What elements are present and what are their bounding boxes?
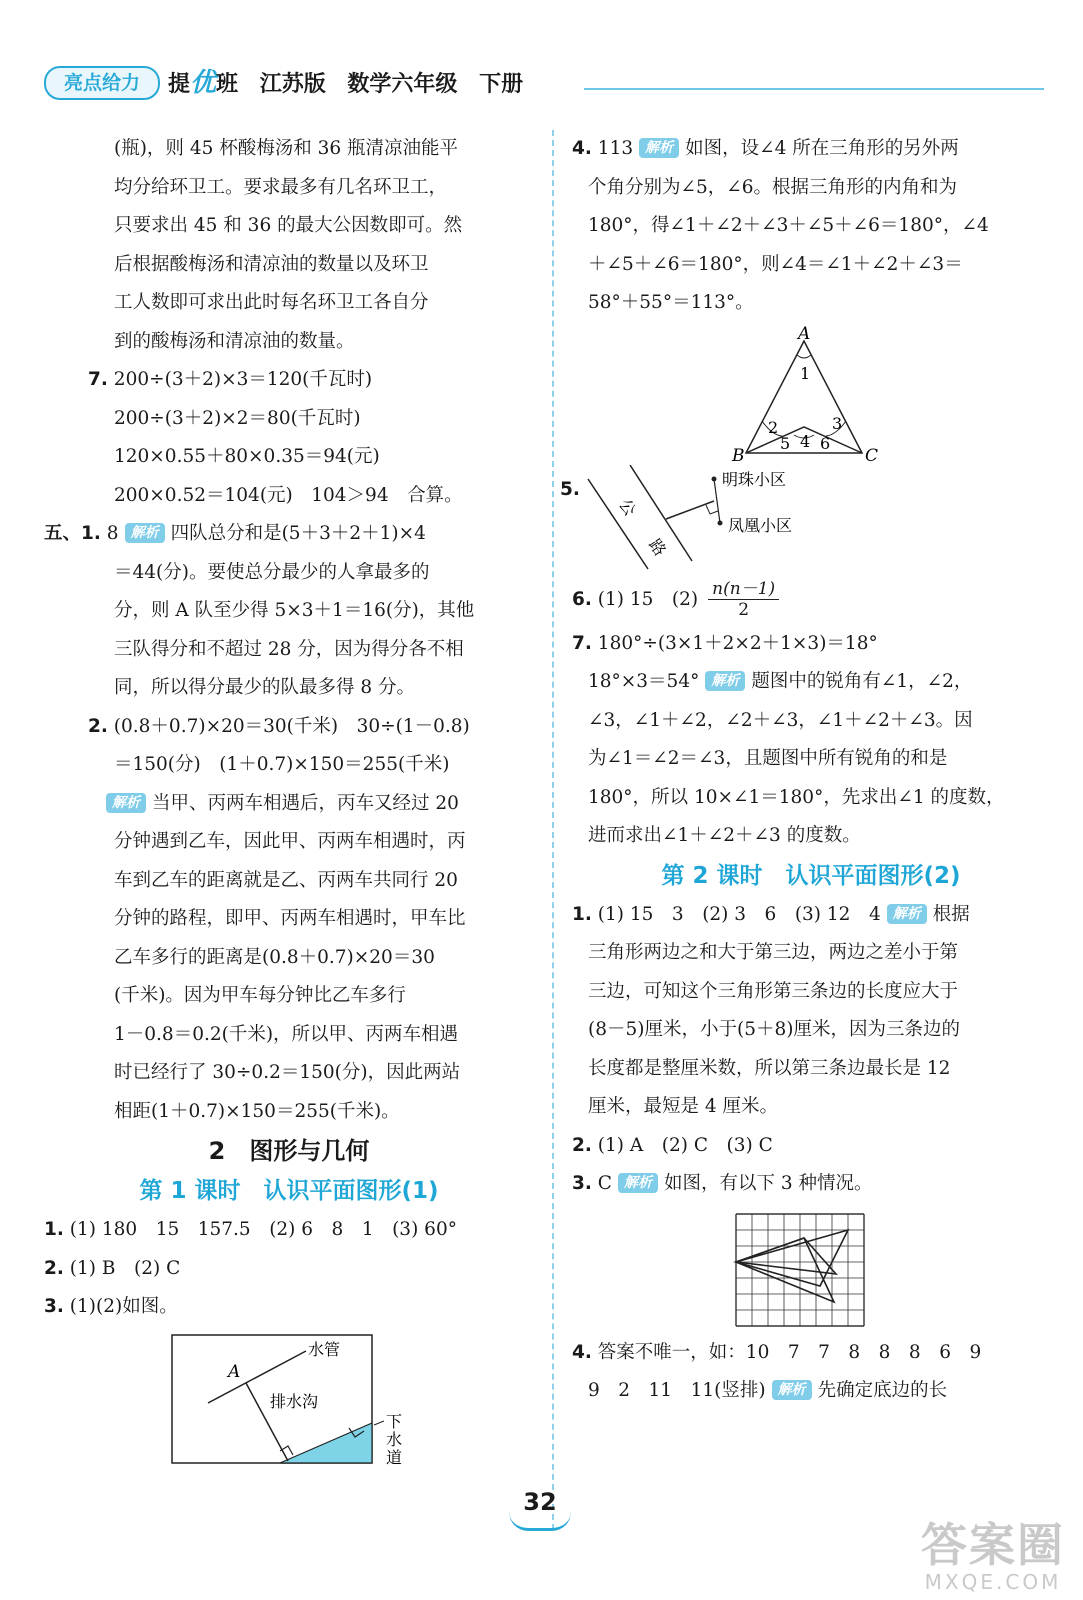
text-line: 进而求出∠1＋∠2＋∠3 的度数。 [588,825,861,846]
text-line: 分钟的路程，即甲、丙两车相遇时，甲车比 [114,908,466,929]
text-line: 三队得分和不超过 28 分，因为得分各不相 [114,638,464,660]
book-title [168,66,523,102]
text-line: 后根据酸梅汤和清凉油的数量以及环卫 [114,253,429,275]
angle-arc [797,355,811,358]
analysis-tag: 解析 [639,138,679,158]
question-number: 3. [572,1173,592,1194]
text-line [572,1372,1050,1411]
question-number: 五、1. [44,523,101,544]
answer-text: (1) A (2) C (3) C [597,1134,773,1156]
question-number: 4. [572,1341,592,1363]
page-number-arc [509,1512,571,1531]
lesson2-question-1 [572,896,1050,935]
question-number: 1. [44,1219,64,1240]
analysis-tag: 解析 [106,793,146,813]
text-line: 到的酸梅汤和清凉油的数量。 [114,330,355,352]
right-column [560,130,1050,1411]
angle-5-label: 5 [780,433,791,453]
question-6 [572,575,1050,625]
analysis-tag: 解析 [125,523,165,543]
connector-line [714,479,720,523]
section-title: 2 图形与几何 [208,1137,370,1165]
pipe-drain-figure [44,1327,534,1465]
analysis-text: 如图，有以下 3 种情况。 [663,1173,873,1194]
sewer-label: 道 [386,1447,403,1465]
answer-text: (1) B (2) C [69,1257,181,1279]
text-line: ＋∠5＋∠6＝180°，则∠4＝∠1＋∠2＋∠3＝ [588,253,963,275]
analysis-text: 当甲、丙两车相遇后，丙车又经过 20 [152,792,459,814]
brand-text: 亮点给力 [63,72,140,94]
text-line: 相距(1＋0.7)×150＝255(千米)。 [114,1100,400,1122]
text-line: 分钟遇到乙车，因此甲、丙两车相遇时，丙 [114,831,466,852]
drain-label: 排水沟 [270,1391,319,1411]
question-4 [572,130,1050,169]
text-line: ∠3，∠1＋∠2，∠2＋∠3，∠1＋∠2＋∠3。因 [588,709,973,731]
text-line: 1－0.8＝0.2(千米)，所以甲、丙两车相遇 [114,1023,459,1045]
section5-question-1 [44,515,534,554]
text-line: 120×0.55＋80×0.35＝94(元) [114,446,380,467]
watermark-main: 答案圈 [921,1518,1065,1572]
lesson1-question-3 [44,1288,534,1327]
text-line: 180°，所以 10×∠1＝180°，先求出∠1 的度数， [588,786,1005,808]
answer-text: C [597,1173,612,1194]
question-number: 4. [572,138,592,159]
text-line: 车到乙车的距离就是乙、丙两车共同行 20 [114,869,458,891]
question-number: 3. [44,1296,64,1317]
text-line: 58°＋55°＝113°。 [588,292,754,313]
road-label: 路 [645,535,670,559]
point-mingzhu [712,476,717,481]
point-a-label: A [228,1361,241,1382]
question-number: 2. [572,1134,592,1156]
answer-text: 9 2 11 11(竖排) [588,1380,766,1401]
answer-text: 答案不唯一，如：10 7 7 8 8 8 6 9 [597,1341,982,1363]
text-line: 工人数即可求出此时每名环卫工各自分 [114,292,429,313]
series-pre: 提 [168,72,191,97]
text-line: 180°，得∠1＋∠2＋∠3＋∠5＋∠6＝180°，∠4 [588,215,989,236]
text-line [572,663,1050,702]
answer-text: 18°×3＝54° [588,671,700,692]
question-number: 5. [560,478,580,500]
question-number: 7. [88,369,108,390]
sewer-label: 下 [386,1411,403,1431]
road-label: 公 [615,495,640,519]
place-mingzhu-label: 明珠小区 [722,469,787,489]
lesson-1-title: 第 1 课时 认识平面图形(1) [139,1178,439,1204]
question-number: 2. [88,715,108,737]
question-number: 6. [572,588,592,610]
header-rule [584,88,1044,90]
page-number-text: 32 [523,1488,557,1516]
place-fenghuang-label: 凤凰小区 [728,515,793,535]
page-header [44,62,1044,102]
angle-6-label: 6 [820,433,831,453]
point-fenghuang [718,520,723,525]
text-line: 时已经行了 30÷0.2＝150(分)，因此两站 [114,1062,461,1083]
question-number: 1. [572,903,592,925]
text-line: ＝44(分)。要使总分最少的人拿最多的 [114,561,430,583]
analysis-tag: 解析 [618,1173,658,1193]
text-line: 分，则 A 队至少得 5×3＋1＝16(分)，其他 [114,600,475,621]
sewer-area [280,1423,372,1463]
analysis-text: 题图中的锐角有∠1，∠2， [751,671,973,692]
vertex-c-label: C [865,445,879,465]
analysis-text: 四队总分和是(5＋3＋2＋1)×4 [170,523,426,544]
vertex-b-label: B [732,445,745,465]
watermark [921,1520,1065,1594]
series-post: 班 [216,72,239,97]
text-line: 为∠1＝∠2＝∠3，且题图中所有锐角的和是 [588,748,948,769]
analysis-line [44,785,534,824]
right-angle-mark [706,505,718,514]
answer-text: (1) 15 (2) [597,588,699,610]
vertex-a-label: A [798,323,811,344]
text-line: 长度都是整厘米数，所以第三条边最长是 12 [588,1057,951,1079]
text-line: 200÷(3＋2)×2＝80(千瓦时) [114,407,361,429]
answer-text: (0.8＋0.7)×20＝30(千米) 30÷(1－0.8) [113,715,470,737]
question-7-right [572,625,1050,664]
road-figure [572,465,1050,575]
angle-1-label: 1 [800,363,811,383]
section5-question-2 [44,708,534,747]
text-line: (瓶)，则 45 杯酸梅汤和 36 瓶清凉油能平 [114,138,459,159]
answer-text: 200÷(3＋2)×3＝120(千瓦时) [113,369,373,390]
edition: 江苏版 [259,72,326,97]
fraction-numerator: n(n－1) [708,579,779,600]
lesson2-question-3 [572,1165,1050,1204]
page-number [505,1482,575,1532]
path-line [666,501,714,519]
analysis-text: 先确定底边的长 [817,1380,948,1401]
text-line: 同，所以得分最少的队最多得 8 分。 [114,677,416,698]
sewer-leader [374,1421,384,1425]
question-5 [560,465,1050,575]
triangle-figure [572,323,1050,465]
answer-text: (1)(2)如图。 [69,1296,178,1317]
volume: 下册 [479,72,524,97]
lesson1-question-1 [44,1211,534,1250]
answer-text: 8 [106,523,119,544]
answer-text: 180°÷(3×1＋2×2＋1×3)＝18° [597,632,878,654]
lesson-2-title: 第 2 课时 认识平面图形(2) [661,862,961,889]
question-number: 2. [44,1257,64,1279]
triangle-case [736,1230,848,1286]
answer-text: (1) 180 15 157.5 (2) 6 8 1 (3) 60° [69,1219,457,1240]
grid-triangle-figure [572,1204,1050,1334]
text-line: 三边，可知这个三角形第三条边的长度应大于 [588,980,959,1002]
analysis-text: 如图，设∠4 所在三角形的另外两 [685,138,959,159]
text-line: 厘米，最短是 4 厘米。 [588,1096,779,1117]
angle-3-label: 3 [832,413,843,433]
subject: 数学六年级 [347,72,458,97]
text-line: (千米)。因为甲车每分钟比乙车多行 [114,985,406,1006]
text-line: ＝150(分) (1＋0.7)×150＝255(千米) [114,754,450,775]
answer-text: (1) 15 3 (2) 3 6 (3) 12 4 [597,903,881,925]
text-line: 三角形两边之和大于第三边，两边之差小于第 [588,942,959,963]
question-7 [44,361,534,400]
text-line: 200×0.52＝104(元) 104＞94 合算。 [114,484,463,506]
lesson1-question-2 [44,1250,534,1289]
watermark-sub: MXQE.COM [924,1570,1062,1594]
sewer-label: 水 [386,1429,403,1449]
answer-text: 113 [597,138,634,159]
analysis-tag: 解析 [705,671,745,691]
pipe-label: 水管 [308,1339,341,1359]
series-accent: 优 [190,68,217,98]
angle-4-label: 4 [800,431,811,451]
column-divider [552,130,554,1530]
text-line: 均分给环卫工。要求最多有几名环卫工， [114,176,448,198]
angle-2-label: 2 [768,417,779,437]
analysis-tag: 解析 [772,1380,812,1400]
text-line: 个角分别为∠5，∠6。根据三角形的内角和为 [588,176,958,198]
text-line: 乙车多行的距离是(0.8＋0.7)×20＝30 [114,946,435,968]
left-column [44,130,534,1465]
lesson2-question-4 [572,1334,1050,1373]
text-line: 只要求出 45 和 36 的最大公因数即可。然 [114,215,463,236]
text-line: (8－5)厘米，小于(5＋8)厘米，因为三条边的 [588,1019,960,1040]
road-edge [588,479,648,569]
lesson2-question-2 [572,1127,1050,1166]
analysis-tag: 解析 [887,904,927,924]
fraction-denominator: 2 [738,600,750,620]
question-number: 7. [572,632,592,654]
fraction [708,579,779,620]
analysis-text: 根据 [932,903,970,925]
brand-badge [44,66,160,100]
